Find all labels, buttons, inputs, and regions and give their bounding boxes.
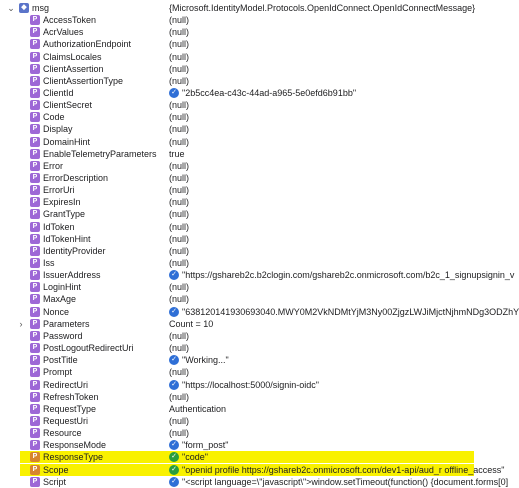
variable-name: Password — [43, 330, 83, 341]
variable-value: "https://gshareb2c.b2clogin.com/gshareb2c.onmicrosoft.com/b2c_1_signupsignin_v — [182, 270, 515, 281]
check-icon[interactable]: ✓ — [169, 355, 179, 365]
property-icon: P — [30, 100, 40, 110]
variable-name: MaxAge — [43, 294, 77, 305]
property-icon: P — [30, 137, 40, 147]
tree-row-claimslocales[interactable] — [0, 51, 474, 63]
property-icon: P — [30, 465, 40, 475]
property-icon: P — [30, 416, 40, 426]
variable-name: IdToken — [43, 221, 75, 232]
variable-name: Script — [43, 476, 67, 487]
check-icon[interactable]: ✓ — [169, 465, 179, 475]
property-icon: P — [30, 452, 40, 462]
tree-row-parameters[interactable] — [0, 318, 474, 330]
variable-value: "2b5cc4ea-c43c-44ad-a965-5e0efd6b91bb" — [182, 87, 357, 98]
tree-row-nonce[interactable] — [0, 306, 519, 318]
property-icon: P — [30, 477, 40, 487]
check-icon[interactable]: ✓ — [169, 477, 179, 487]
tree-row-root[interactable] — [0, 2, 474, 14]
variable-value: (null) — [169, 343, 190, 354]
variable-name: RedirectUri — [43, 379, 89, 390]
property-icon: P — [30, 15, 40, 25]
variable-value: (null) — [169, 136, 190, 147]
variable-name: LoginHint — [43, 282, 82, 293]
tree-row-expiresin[interactable] — [0, 196, 474, 208]
tree-row-issueraddress[interactable] — [0, 269, 515, 281]
variable-value: (null) — [169, 112, 190, 123]
property-icon: P — [30, 367, 40, 377]
variable-value: Authentication — [169, 403, 227, 414]
variable-value: "https://localhost:5000/signin-oidc" — [182, 379, 319, 390]
chevron-down-icon[interactable]: ⌄ — [7, 3, 15, 13]
variable-value: "<script language=\"javascript\">window.setTimeout(function() {document.forms[0] — [182, 476, 509, 487]
variable-name: Iss — [43, 258, 55, 268]
tree-row-clientassertion[interactable] — [0, 63, 474, 75]
tree-row-domainhint[interactable] — [0, 136, 474, 148]
variable-value: (null) — [169, 391, 190, 402]
tree-row-resource[interactable] — [0, 427, 474, 439]
property-icon: P — [30, 173, 40, 183]
variable-value: (null) — [169, 185, 190, 196]
variable-value: (null) — [169, 63, 190, 74]
property-icon: P — [30, 307, 40, 317]
tree-row-error[interactable] — [0, 160, 474, 172]
variable-value: (null) — [169, 15, 190, 25]
variable-value: "code" — [182, 452, 208, 463]
tree-row-acrvalues[interactable] — [0, 26, 474, 38]
variable-value: (null) — [169, 27, 190, 38]
variable-value: (null) — [169, 428, 190, 439]
property-icon: P — [30, 88, 40, 98]
variable-value: (null) — [169, 39, 190, 50]
variable-name: RequestUri — [43, 415, 89, 426]
property-icon: P — [30, 234, 40, 244]
variable-value: "638120141930693040.MWY0M2VkNDMtYjM3Ny00ZjgzLWJiMjctNjhmNDg3ODZhY — [182, 306, 519, 317]
variable-value: (null) — [169, 258, 190, 268]
property-icon: P — [30, 52, 40, 62]
variable-value: (null) — [169, 173, 190, 183]
tree-row-iss[interactable] — [0, 257, 474, 269]
variable-name: ResponseType — [43, 452, 104, 463]
property-icon: P — [30, 440, 40, 450]
variable-name: Parameters — [43, 318, 90, 329]
variable-name: Display — [43, 124, 73, 135]
property-icon: P — [30, 27, 40, 37]
property-icon: P — [30, 294, 40, 304]
tree-row-requesttype[interactable] — [0, 403, 474, 415]
variable-value: "form_post" — [182, 440, 229, 451]
property-icon: P — [30, 331, 40, 341]
tree-row-maxage[interactable] — [0, 293, 474, 305]
variable-name: Code — [43, 112, 65, 123]
variable-name: Prompt — [43, 367, 73, 378]
variable-name: RequestType — [43, 403, 97, 414]
variable-value: (null) — [169, 124, 190, 135]
variable-name: Nonce — [43, 306, 70, 317]
tree-row-errordescription[interactable] — [0, 172, 474, 184]
variable-name: ClaimsLocales — [43, 51, 102, 62]
chevron-right-icon[interactable]: › — [19, 318, 23, 329]
variable-value: (null) — [169, 330, 190, 341]
variable-name: ClientId — [43, 87, 74, 98]
tree-row-enabletelemetryparameters[interactable] — [0, 148, 474, 160]
variable-name: Resource — [43, 428, 82, 439]
variable-value: (null) — [169, 209, 190, 220]
variable-value: "Working..." — [182, 355, 229, 366]
variable-name: ExpiresIn — [43, 197, 81, 208]
variable-value: true — [169, 148, 185, 159]
property-icon: P — [30, 185, 40, 195]
property-icon: P — [30, 404, 40, 414]
variable-value: {Microsoft.IdentityModel.Protocols.OpenIdConnect.OpenIdConnectMessage} — [169, 3, 476, 13]
property-icon: P — [30, 161, 40, 171]
check-icon[interactable]: ✓ — [169, 270, 179, 280]
variable-name: AuthorizationEndpoint — [43, 39, 132, 50]
variable-name: GrantType — [43, 209, 86, 220]
tree-row-code[interactable] — [0, 111, 474, 123]
property-icon: P — [30, 282, 40, 292]
property-icon: P — [30, 428, 40, 438]
property-icon: P — [30, 39, 40, 49]
property-icon: P — [30, 222, 40, 232]
check-icon[interactable]: ✓ — [169, 88, 179, 98]
tree-row-clientsecret[interactable] — [0, 99, 474, 111]
property-icon: P — [30, 124, 40, 134]
variable-value: (null) — [169, 233, 190, 244]
tree-row-redirecturi[interactable] — [0, 379, 474, 391]
variable-name: IdentityProvider — [43, 245, 106, 256]
tree-row-postlogoutredirecturi[interactable] — [0, 342, 474, 354]
variable-value: Count = 10 — [169, 318, 214, 329]
property-icon: P — [30, 149, 40, 159]
tree-row-refreshtoken[interactable] — [0, 391, 474, 403]
object-icon: ◆ — [19, 3, 29, 13]
property-icon: P — [30, 319, 40, 329]
variable-name: ClientAssertionType — [43, 75, 124, 86]
property-icon: P — [30, 270, 40, 280]
variable-value: (null) — [169, 75, 190, 86]
variable-name: EnableTelemetryParameters — [43, 148, 157, 159]
variable-value: (null) — [169, 367, 190, 378]
variable-name: ErrorUri — [43, 185, 75, 196]
tree-row-identityprovider[interactable] — [0, 245, 474, 257]
tree-row-erroruri[interactable] — [0, 184, 474, 196]
variable-value: (null) — [169, 51, 190, 62]
tree-row-granttype[interactable] — [0, 208, 474, 220]
variable-name: IssuerAddress — [43, 270, 101, 281]
tree-row-loginhint[interactable] — [0, 281, 474, 293]
tree-row-clientassertiontype[interactable] — [0, 75, 474, 87]
variable-value: (null) — [169, 100, 190, 110]
property-icon: P — [30, 258, 40, 268]
variable-name: Error — [43, 160, 63, 171]
variable-value: (null) — [169, 245, 190, 256]
variable-value: (null) — [169, 221, 190, 232]
variable-name: IdTokenHint — [43, 233, 91, 244]
tree-row-script[interactable] — [0, 476, 509, 488]
property-icon: P — [30, 343, 40, 353]
tree-row-display[interactable] — [0, 123, 474, 135]
check-icon[interactable]: ✓ — [169, 440, 179, 450]
variable-name: msg — [32, 3, 50, 13]
variable-name: Scope — [43, 464, 69, 475]
variable-value: (null) — [169, 282, 190, 293]
variable-name: RefreshToken — [43, 391, 99, 402]
variable-name: ResponseMode — [43, 440, 107, 451]
variable-value: (null) — [169, 294, 190, 305]
tree-row-idtoken[interactable] — [0, 221, 474, 233]
tree-row-idtokenhint[interactable] — [0, 233, 474, 245]
tree-row-prompt[interactable] — [0, 366, 474, 378]
check-icon[interactable]: ✓ — [169, 452, 179, 462]
property-icon: P — [30, 246, 40, 256]
tree-row-clientid[interactable] — [0, 87, 474, 99]
tree-row-requesturi[interactable] — [0, 415, 474, 427]
property-icon: P — [30, 112, 40, 122]
variable-name: AcrValues — [43, 27, 84, 38]
variable-name: PostLogoutRedirectUri — [43, 343, 134, 354]
tree-row-responsetype[interactable] — [0, 451, 474, 463]
variable-name: DomainHint — [43, 136, 91, 147]
property-icon: P — [30, 355, 40, 365]
variable-name: PostTitle — [43, 355, 78, 366]
property-icon: P — [30, 64, 40, 74]
variable-value: "openid profile https://gshareb2c.onmicrosoft.com/dev1-api/aud_r offline_access" — [182, 464, 505, 475]
variable-value: (null) — [169, 415, 190, 426]
tree-row-authorizationendpoint[interactable] — [0, 38, 474, 50]
tree-row-responsemode[interactable] — [0, 439, 474, 451]
variable-value: (null) — [169, 197, 190, 208]
property-icon: P — [30, 380, 40, 390]
variable-name: ErrorDescription — [43, 173, 109, 183]
tree-row-password[interactable] — [0, 330, 474, 342]
variable-name: ClientAssertion — [43, 63, 104, 74]
property-icon: P — [30, 197, 40, 207]
variable-name: AccessToken — [43, 15, 97, 25]
check-icon[interactable]: ✓ — [169, 307, 179, 317]
property-icon: P — [30, 209, 40, 219]
variable-value: (null) — [169, 160, 190, 171]
property-icon: P — [30, 392, 40, 402]
tree-row-scope[interactable] — [0, 464, 505, 476]
tree-row-accesstoken[interactable] — [0, 14, 474, 26]
check-icon[interactable]: ✓ — [169, 380, 179, 390]
property-icon: P — [30, 76, 40, 86]
variable-name: ClientSecret — [43, 100, 93, 110]
tree-row-posttitle[interactable] — [0, 354, 474, 366]
